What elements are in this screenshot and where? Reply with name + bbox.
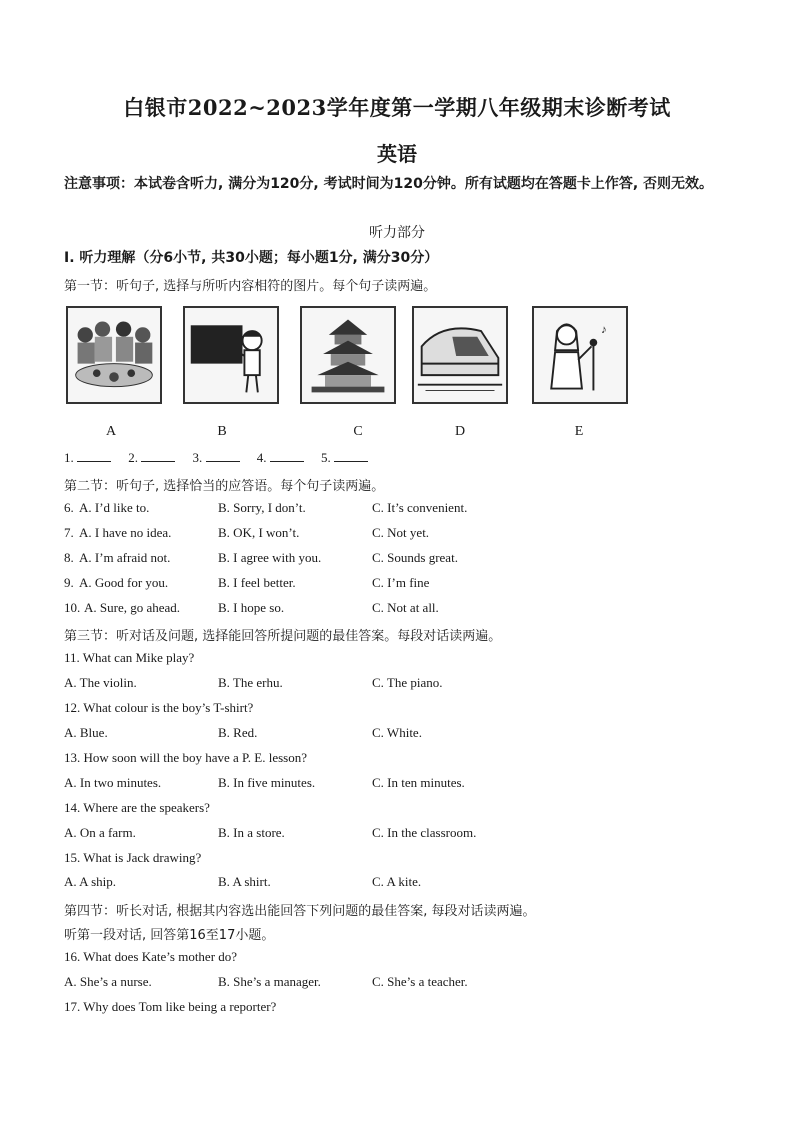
option-b: B. Sorry, I don’t. — [218, 500, 306, 515]
option-b: B. OK, I won’t. — [218, 525, 300, 540]
picture-letter-c: C — [353, 424, 363, 439]
picture-letter-e: E — [574, 424, 584, 439]
question-text: 16. What does Kate’s mother do? — [64, 949, 238, 964]
answer-blank[interactable] — [141, 449, 175, 462]
option-c: C. Not at all. — [372, 600, 439, 615]
picture-c — [300, 306, 396, 404]
option-a: A. Blue. — [64, 725, 108, 740]
question-number: 9. — [64, 575, 74, 590]
option-b: B. A shirt. — [218, 874, 271, 889]
option-c: C. White. — [372, 725, 422, 740]
girl-singing-icon — [534, 308, 626, 402]
picture-d — [412, 306, 508, 404]
option-b: B. Red. — [218, 725, 258, 740]
option-a: A. I’m afraid not. — [79, 550, 171, 565]
question-number: 7. — [64, 525, 74, 540]
option-a: A. On a farm. — [64, 825, 136, 840]
family-dinner-icon — [68, 308, 160, 402]
option-a: A. In two minutes. — [64, 775, 162, 790]
picture-e — [532, 306, 628, 404]
part1-title: I. 听力理解（分6小节, 共30小题；每小题1分, 满分30分） — [64, 250, 439, 266]
option-a: A. The violin. — [64, 675, 137, 690]
blank-label: 1. — [64, 450, 74, 465]
option-a: A. Good for you. — [79, 575, 169, 590]
option-b: B. She’s a manager. — [218, 974, 321, 989]
option-c: C. In the classroom. — [372, 825, 477, 840]
question-text: 11. What can Mike play? — [64, 650, 195, 665]
high-speed-train-icon — [414, 308, 506, 402]
blank-label: 4. — [256, 450, 267, 465]
question-number: 6. — [64, 500, 74, 515]
option-b: B. In five minutes. — [218, 775, 316, 790]
teacher-blackboard-icon — [185, 308, 277, 402]
question-text: 12. What colour is the boy’s T-shirt? — [64, 700, 254, 715]
option-a: A. A ship. — [64, 874, 117, 889]
blank-label: 2. — [128, 450, 138, 465]
exam-title: 白银市2022~2023学年度第一学期八年级期末诊断考试 — [123, 95, 671, 120]
option-c: C. Not yet. — [372, 525, 430, 540]
subject-title: 英语 — [377, 142, 417, 166]
picture-letter-d: D — [454, 424, 466, 439]
sec2-instruction: 第二节：听句子, 选择恰当的应答语。每个句子读两遍。 — [64, 479, 385, 494]
option-c: C. She’s a teacher. — [372, 974, 468, 989]
question-text: 17. Why does Tom like being a reporter? — [64, 999, 277, 1014]
question-number: 8. — [64, 550, 74, 565]
option-c: C. A kite. — [372, 874, 422, 889]
option-b: B. I hope so. — [218, 600, 285, 615]
answer-blank[interactable] — [270, 449, 304, 462]
option-c: C. Sounds great. — [372, 550, 458, 565]
picture-letter-b: B — [217, 424, 227, 439]
option-b: B. In a store. — [218, 825, 285, 840]
answer-blanks — [64, 449, 382, 466]
option-b: B. I agree with you. — [218, 550, 322, 565]
answer-blank[interactable] — [206, 449, 240, 462]
sec3-instruction: 第三节：听对话及问题, 选择能回答所提问题的最佳答案。每段对话读两遍。 — [64, 629, 502, 644]
option-a: A. I have no idea. — [79, 525, 172, 540]
option-b: B. The erhu. — [218, 675, 283, 690]
option-c: C. In ten minutes. — [372, 775, 465, 790]
pagoda-building-icon — [302, 308, 394, 402]
picture-b — [183, 306, 279, 404]
option-c: C. It’s convenient. — [372, 500, 468, 515]
option-c: C. The piano. — [372, 675, 443, 690]
svg-text:♪: ♪ — [601, 323, 607, 336]
question-text: 14. Where are the speakers? — [64, 800, 210, 815]
picture-a — [66, 306, 162, 404]
question-text: 13. How soon will the boy have a P. E. lesson? — [64, 750, 308, 765]
option-c: C. I’m fine — [372, 575, 430, 590]
answer-blank[interactable] — [334, 449, 368, 462]
sec1-instruction: 第一节：听句子, 选择与所听内容相符的图片。每个句子读两遍。 — [64, 279, 437, 294]
picture-letter-a: A — [105, 424, 117, 439]
sec4-sub-instruction: 听第一段对话, 回答第16至17小题。 — [64, 928, 275, 943]
question-number: 10. — [64, 600, 81, 615]
answer-blank[interactable] — [77, 449, 111, 462]
blank-label: 5. — [321, 450, 331, 465]
exam-notice: 注意事项：本试卷含听力, 满分为120分, 考试时间为120分钟。所有试题均在答题卡上作答, 否则无效。 — [64, 176, 714, 192]
option-a: A. Sure, go ahead. — [84, 600, 181, 615]
question-text: 15. What is Jack drawing? — [64, 850, 202, 865]
option-a: A. She’s a nurse. — [64, 974, 152, 989]
sec4-instruction: 第四节：听长对话, 根据其内容选出能回答下列问题的最佳答案, 每段对话读两遍。 — [64, 904, 536, 919]
listening-section-title: 听力部分 — [369, 225, 425, 241]
option-a: A. I’d like to. — [79, 500, 150, 515]
option-b: B. I feel better. — [218, 575, 296, 590]
blank-label: 3. — [192, 450, 203, 465]
